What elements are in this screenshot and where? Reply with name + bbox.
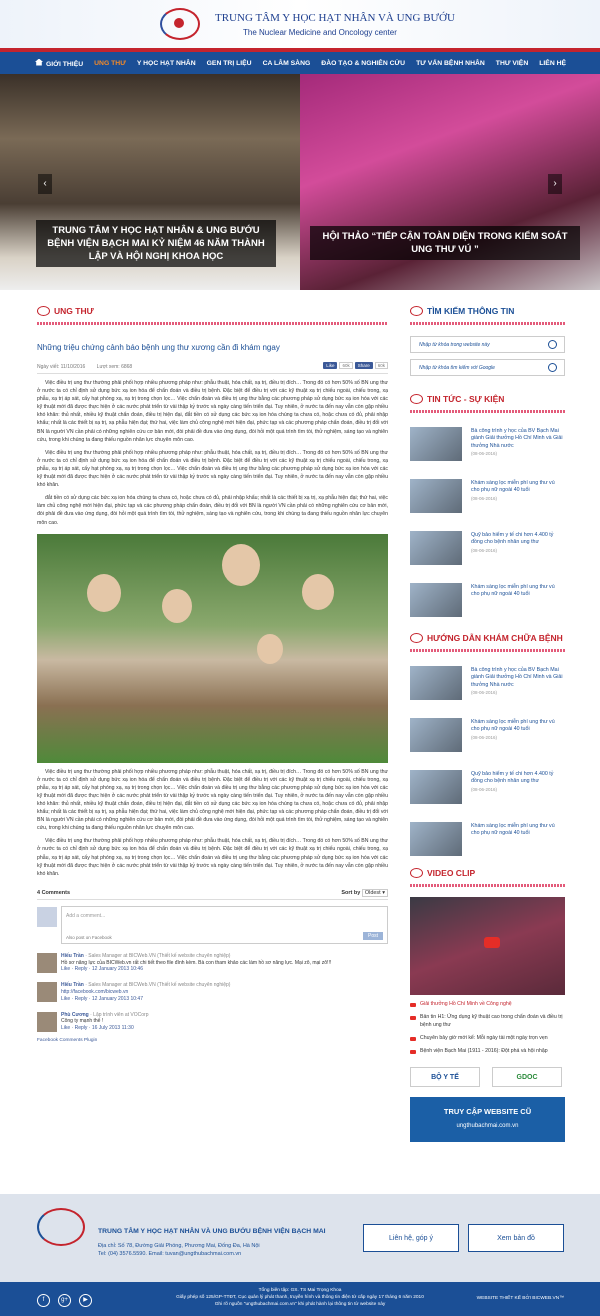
section-logo-icon <box>410 306 423 316</box>
news-thumbnail[interactable] <box>410 531 462 565</box>
nav-ca-lam-sang[interactable]: CA LÂM SÀNG <box>262 59 311 67</box>
main-nav <box>0 52 600 74</box>
avatar <box>37 953 57 973</box>
map-button[interactable] <box>468 1224 564 1252</box>
news-item[interactable] <box>410 531 565 569</box>
video-list <box>410 1001 565 1055</box>
news-thumbnail[interactable] <box>410 479 462 513</box>
guide-list <box>410 666 565 860</box>
like-count: 60k <box>339 362 352 369</box>
search-title: TÌM KIẾM THÔNG TIN <box>427 306 515 316</box>
commenter-name[interactable]: Phù Cương <box>61 1011 89 1018</box>
section-title: UNG THƯ <box>54 306 94 316</box>
news-date: (08-06-2016) <box>471 547 498 553</box>
comments-header <box>37 890 388 900</box>
nav-tu-van[interactable]: TƯ VẤN BỆNH NHÂN <box>416 59 485 67</box>
google-search-input[interactable] <box>410 359 565 376</box>
news-thumbnail[interactable] <box>410 427 462 461</box>
video-link[interactable]: Giải thưởng Hồ Chí Minh về Công nghệ <box>410 1001 565 1008</box>
person-head <box>302 574 334 610</box>
news-header <box>410 392 565 406</box>
contact-button-label: Liên hệ, góp ý <box>389 1234 433 1242</box>
footer-legal <box>170 1287 430 1308</box>
also-post-checkbox[interactable]: Also post on Facebook <box>66 934 112 940</box>
guide-date: (08-06-2016) <box>471 786 498 792</box>
guide-date: (08-06-2016) <box>471 734 498 740</box>
comment-input[interactable] <box>61 906 388 944</box>
guide-title-link[interactable]: Khám sàng lọc miễn phí ung thư vú cho phụ nữ ngoài 40 tuổi <box>471 823 555 837</box>
post-button[interactable]: Post <box>363 932 383 940</box>
partner-logos <box>410 1067 565 1087</box>
footer-logo-icon <box>37 1208 85 1246</box>
section-header <box>37 304 388 318</box>
article-views: Lượt xem: 6868 <box>96 364 133 370</box>
guide-date: (08-06-2016) <box>471 689 498 695</box>
footer-contact-line: Tel: (04) 3576.5590. Email: tuvan@ungthubachmai.com.vn <box>98 1251 242 1257</box>
news-title-link[interactable]: Khám sàng lọc miễn phí ung thư vú cho phụ nữ ngoài 40 tuổi <box>471 480 555 494</box>
site-search-placeholder: Nhập từ khóa trong website này <box>419 342 490 348</box>
section-divider <box>37 322 388 325</box>
fb-plugin-link[interactable]: Facebook Comments Plugin <box>37 1037 98 1043</box>
article-paragraph: Việc điều trị ung thư thường phải phối hợp nhiều phương pháp như: phẫu thuật, hóa chất, xạ trị, điều trị đích… Trong đó có hơn 50% số BN ung thư ở nước ta có chỉ định sử dụng bức xạ ion hóa để chẩn đoán và điều trị bệnh. Đặc biệt để điều trị với các kỹ thuật xạ trị chiếu ngoài, chiếu trong, xạ phẫu, xạ trị áp sát, cấy hạt phóng xạ, xạ trị trong chọn lọc… Việc chẩn đoán và điều trị ung thư bằng các phương pháp sử dụng bức xạ ion hóa với các kỹ thuật mới đã được thực hiện ở các nước phát triển từ vài thập kỷ trước và ngày càng tiến triển đại. Tuy nhiên, ở nước ta đến nay vẫn còn gặp nhiều khó khăn. <box>37 449 388 489</box>
nav-gioi-thieu[interactable]: GIỚI THIỆU <box>35 59 83 68</box>
play-icon[interactable] <box>484 937 500 948</box>
news-date: (08-06-2016) <box>471 495 498 501</box>
search-icon[interactable] <box>548 363 557 372</box>
guide-title-link[interactable]: Quỹ bảo hiểm y tế chi hơn 4.400 tỷ đồng cho bệnh nhân ung thư <box>471 771 554 785</box>
comment-count: 4 Comments <box>37 889 71 896</box>
nav-thu-vien[interactable]: THƯ VIỆN <box>495 59 529 67</box>
footer-address-line: Địa chỉ: Số 78, Đường Giải Phóng, Phương Mai, Đống Đa, Hà Nội <box>98 1243 260 1249</box>
section-divider <box>410 884 565 887</box>
comment-item <box>37 982 388 1002</box>
sort-control <box>341 890 388 896</box>
bo-y-te-logo[interactable]: BỘ Y TẾ <box>410 1067 480 1087</box>
design-credit[interactable]: WEBSITE THIẾT KẾ BỞI BICWEB.VN™ <box>476 1296 564 1301</box>
article-paragraph: Việc điều trị ung thư thường phải phối hợp nhiều phương pháp như: phẫu thuật, hóa chất, xạ trị, điều trị đích… Trong đó có hơn 50% số BN ung thư ở nước ta có chỉ định sử dụng bức xạ ion hóa để chẩn đoán và điều trị bệnh. Đặc biệt để điều trị với các kỹ thuật xạ trị chiếu ngoài, chiếu trong, xạ phẫu, xạ trị áp sát, cấy hạt phóng xạ, xạ trị trong chọn lọc… Việc chẩn đoán và điều trị ung thư bằng các phương pháp sử dụng bức xạ ion hóa với các kỹ thuật mới đã được thực hiện ở các nước phát triển từ vài thập kỷ trước và ngày càng tiến triển đại. Tuy nhiên, ở nước ta đến nay vẫn còn gặp nhiều khó khăn. <box>37 838 388 877</box>
video-title: VIDEO CLIP <box>427 868 476 878</box>
comment-actions[interactable]: Like · Reply · 16 July 2013 11:30 <box>61 1025 134 1032</box>
guide-title: HƯỚNG DẪN KHÁM CHỮA BỆNH <box>427 633 563 643</box>
site-footer <box>0 1194 600 1282</box>
bottom-bar <box>0 1282 600 1316</box>
video-link[interactable]: Bệnh viện Bạch Mai (1911 - 2016): Đột phá và hội nhập <box>410 1048 565 1055</box>
site-title: TRUNG TÂM Y HỌC HẠT NHÂN VÀ UNG BƯỚU <box>215 12 455 24</box>
avatar <box>37 1012 57 1032</box>
comment-item <box>37 953 388 973</box>
news-title: TIN TỨC - SỰ KIỆN <box>427 394 505 404</box>
fb-share-button[interactable]: Share <box>355 362 373 369</box>
nav-y-hoc-hat-nhan[interactable]: Y HỌC HẠT NHÂN <box>136 59 196 67</box>
comment-item <box>37 1012 388 1032</box>
social-buttons <box>323 362 388 369</box>
sort-select[interactable]: Oldest ▾ <box>362 889 388 897</box>
slider-prev-icon[interactable]: ‹ <box>38 174 52 194</box>
news-item[interactable] <box>410 427 565 465</box>
video-player[interactable] <box>410 897 565 995</box>
person-head <box>87 574 121 612</box>
comment-placeholder: Add a comment... <box>66 912 106 919</box>
slide-caption-2[interactable]: HỘI THẢO “TIẾP CẬN TOÀN DIỆN TRONG KIỂM SOÁT UNG THƯ VÚ ” <box>310 226 580 260</box>
facebook-icon[interactable]: f <box>37 1294 50 1307</box>
nav-ung-thu[interactable]: UNG THƯ <box>94 59 126 67</box>
comment-actions[interactable]: Like · Reply · 12 January 2013 10:46 <box>61 966 143 973</box>
guide-title-link[interactable]: Khám sàng lọc miễn phí ung thư vú cho phụ nữ ngoài 40 tuổi <box>471 719 555 733</box>
section-logo-icon <box>410 394 423 404</box>
contact-button[interactable] <box>363 1224 459 1252</box>
news-title-link[interactable]: Khám sàng lọc miễn phí ung thư vú cho phụ nữ ngoài 40 tuổi <box>471 584 555 598</box>
article-column <box>37 304 388 1060</box>
footer-title: TRUNG TÂM Y HỌC HẠT NHÂN VÀ UNG BƯỚU BỆNH VIỆN BẠCH MAI <box>98 1228 326 1235</box>
hero-slider <box>0 74 600 290</box>
old-website-banner[interactable] <box>410 1097 565 1142</box>
site-subtitle: The Nuclear Medicine and Oncology center <box>243 28 397 37</box>
comment-text: Hồ sơ năng lực của BICWeb.vn rất chi tiết theo file đính kèm. Bà con tham khảo các làm hồ sơ năng lực. Mại zô, mại zô!!! <box>61 959 332 966</box>
old-website-url: ungthubachmai.com.vn <box>456 1123 519 1130</box>
guide-item[interactable] <box>410 718 565 756</box>
guide-header <box>410 631 565 645</box>
section-logo-icon <box>37 306 50 316</box>
guide-item[interactable] <box>410 770 565 808</box>
video-header <box>410 866 565 880</box>
section-divider <box>410 410 565 413</box>
news-item[interactable] <box>410 479 565 517</box>
person-head <box>257 634 283 664</box>
guide-item[interactable] <box>410 822 565 860</box>
guide-thumbnail[interactable] <box>410 770 462 804</box>
gdoc-logo[interactable]: GDOC <box>492 1067 562 1087</box>
avatar <box>37 982 57 1002</box>
news-date: (08-06-2016) <box>471 450 498 456</box>
commenter-role: · Sales Manager at BICWeb.VN (Thiết kế website chuyên nghiệp) <box>85 982 231 989</box>
slider-next-icon[interactable]: › <box>548 174 562 194</box>
comment-text: Công ty mạnh thế ! <box>61 1018 104 1025</box>
avatar <box>37 907 57 927</box>
sidebar <box>410 304 565 1142</box>
person-head <box>222 544 260 586</box>
commenter-role: · Lập trình viên at VOCorp <box>90 1011 149 1018</box>
home-icon <box>35 59 43 66</box>
google-plus-icon[interactable]: g+ <box>58 1294 71 1307</box>
news-title-link[interactable]: Bà công trình y học của BV Bạch Mai giành Giải thưởng Hồ Chí Minh và Giải thưởng Nhà nước <box>471 428 563 449</box>
footer-address <box>98 1242 260 1258</box>
article-date: Ngày viết: 11/10/2016 <box>37 364 86 370</box>
section-divider <box>410 322 565 325</box>
article-title: Những triệu chứng cảnh báo bệnh ung thư xương cần đi khám ngay <box>37 343 280 352</box>
facebook-comments <box>37 890 388 1060</box>
guide-thumbnail[interactable] <box>410 666 462 700</box>
section-logo-icon <box>410 868 423 878</box>
nav-dao-tao[interactable]: ĐÀO TẠO & NGHIÊN CỨU <box>321 59 406 67</box>
news-item[interactable] <box>410 583 565 621</box>
nav-lien-he[interactable]: LIÊN HỆ <box>539 59 567 67</box>
article-paragraph: đắt tiền có sử dụng các bức xạ ion hóa chúng ta chưa có, hoặc chưa có đủ, phải nhập khẩu; nhất là các thiết bị xạ trị, xạ phẫu hiện đại; thứ hai, việc làm chủ công nghệ mới hiện đại, phức tạp và các phương pháp chẩn đoán, điều trị đối với BN là người VN cần phải có những nghiên cứu cơ bản mới, đòi phải đề đưa vào ứng dụng, đòi hỏi một quá trình tìm tòi, thử nghiệm, sáng tạo và nghiên cứu, trong khi chúng ta đang thiếu nguồn nhân lực chuyên môn cao. <box>37 495 388 526</box>
guide-item[interactable] <box>410 666 565 704</box>
family-photo <box>37 534 388 763</box>
commenter-name[interactable]: Hiếu Trần <box>61 952 84 959</box>
news-thumbnail[interactable] <box>410 583 462 617</box>
hospital-logo-icon[interactable] <box>160 8 200 40</box>
comment-link[interactable]: http://facebook.com/bicweb.vn <box>61 989 129 995</box>
sort-label: Sort by <box>341 889 361 896</box>
site-header <box>0 0 600 48</box>
share-count: 60k <box>375 362 388 369</box>
person-head <box>162 589 192 623</box>
google-search-placeholder: Nhập từ khóa tìm kiếm với Google <box>419 365 495 371</box>
commenter-role: · Sales Manager at BICWeb.VN (Thiết kế website chuyên nghiệp) <box>85 952 231 959</box>
section-logo-icon <box>410 633 423 643</box>
site-search-input[interactable] <box>410 336 565 353</box>
map-button-label: Xem bản đồ <box>497 1234 535 1242</box>
source-note: Ghi rõ nguồn "ungthubachmai.com.vn" khi phát hành lại thông tin từ website này <box>214 1302 386 1307</box>
article-meta <box>37 364 388 374</box>
guide-title-link[interactable]: Bà công trình y học của BV Bạch Mai giành Giải thưởng Hồ Chí Minh và Giải thưởng Nhà nước <box>471 667 563 688</box>
video-link[interactable]: Chuyên bảy giờ mới kể: Mỗi ngày tài một ngày trọn vẹn <box>410 1035 565 1042</box>
old-website-title: TRUY CẬP WEBSITE CŨ <box>443 1107 532 1117</box>
guide-thumbnail[interactable] <box>410 718 462 752</box>
slide-caption-1[interactable]: TRUNG TÂM Y HỌC HẠT NHÂN & UNG BƯỚU BỆNH VIỆN BẠCH MAI KỶ NIỆM 46 NĂM THÀNH LẬP VÀ HỘI NGHỊ KHOA HỌC <box>36 220 276 267</box>
fb-like-button[interactable]: Like <box>323 362 337 369</box>
editor-line: Tổng biên tập: GS. TS Mai Trọng Khoa <box>258 1288 342 1293</box>
commenter-name[interactable]: Hiếu Trần <box>61 982 84 989</box>
search-icon[interactable] <box>548 340 557 349</box>
video-link[interactable]: Bản tin H1: Ứng dụng kỹ thuật cao trong chẩn đoán và điều trị bệnh ung thư <box>410 1014 565 1029</box>
search-header <box>410 304 565 318</box>
nav-gen-tri-lieu[interactable]: GEN TRỊ LIỆU <box>206 59 252 67</box>
news-title-link[interactable]: Quỹ bảo hiểm y tế chi hơn 4.400 tỷ đồng cho bệnh nhân ung thư <box>471 532 554 546</box>
guide-thumbnail[interactable] <box>410 822 462 856</box>
article-paragraph: Việc điều trị ung thư thường phải phối hợp nhiều phương pháp như: phẫu thuật, hóa chất, xạ trị, điều trị đích… Trong đó có hơn 50% số BN ung thư ở nước ta có chỉ định sử dụng bức xạ ion hóa để chẩn đoán và điều trị bệnh. Đặc biệt để điều trị với các kỹ thuật xạ trị chiếu ngoài, chiếu trong, xạ phẫu, xạ trị áp sát, cấy hạt phóng xạ, xạ trị trong chọn lọc… Việc chẩn đoán và điều trị ung thư bằng các phương pháp sử dụng bức xạ ion hóa với các kỹ thuật mới đã được thực hiện ở các nước phát triển từ vài thập kỷ trước và ngày càng tiến triển đại. Tuy nhiên, ở nước ta đến nay vẫn còn gặp nhiều khó khăn: thủ nhất, nhiều kỹ thuật chẩn đoán, điều trị hiện đại, đắt tiền có sử dụng các bức xạ ion hóa chúng ta chưa có, hoặc chưa có đủ, phải nhập khẩu; nhất là các thiết bị xạ trị, xạ phẫu hiện đại; thứ hai, việc làm chủ công nghệ mới hiện đại, phức tạp và các phương pháp chẩn đoán, điều trị đối với BN là người VN cần phải có những nghiên cứu cơ bản mới, đòi phải đề đưa vào ứng dụng, đòi hỏi một quá trình tìm tòi, thử nghiệm, sáng tạo và nghiên cứu, trong khi chúng ta đang thiếu nguồn nhân lực chuyên môn cao. <box>37 768 388 832</box>
news-list <box>410 427 565 621</box>
article-paragraph: Việc điều trị ung thư thường phải phối hợp nhiều phương pháp như: phẫu thuật, hóa chất, xạ trị, điều trị đích… Trong đó có hơn 50% số BN ung thư ở nước ta có chỉ định sử dụng bức xạ ion hóa để chẩn đoán và điều trị bệnh. Đặc biệt để điều trị với các kỹ thuật xạ trị chiếu ngoài, chiếu trong, xạ phẫu, xạ trị áp sát, cấy hạt phóng xạ, xạ trị trong chọn lọc… Việc chẩn đoán và điều trị ung thư bằng các phương pháp sử dụng bức xạ ion hóa với các kỹ thuật mới đã được thực hiện ở các nước phát triển từ vài thập kỷ trước và ngày càng tiến triển đại. Tuy nhiên, ở nước ta đến nay vẫn còn gặp nhiều khó khăn: thủ nhất, nhiều kỹ thuật chẩn đoán, điều trị hiện đại, đắt tiền có sử dụng các bức xạ ion hóa chúng ta chưa có, hoặc chưa có đủ, phải nhập khẩu; nhất là các thiết bị xạ trị, xạ phẫu hiện đại; thứ hai, việc làm chủ công nghệ mới hiện đại, phức tạp và các phương pháp chẩn đoán, điều trị đối với BN là người VN cần phải có những nghiên cứu cơ bản mới, đòi phải đề đưa vào ứng dụng, đòi hỏi một quá trình tìm tòi, thử nghiệm, sáng tạo và nghiên cứu, trong khi chúng ta đang thiếu nguồn nhân lực chuyên môn cao. <box>37 380 388 443</box>
section-divider <box>410 649 565 652</box>
comment-actions[interactable]: Like · Reply · 12 January 2013 10:47 <box>61 995 143 1002</box>
youtube-icon[interactable]: ▶ <box>79 1294 92 1307</box>
license-line: Giấy phép số 125/GP-TTĐT, Cục quản lý phát thanh, truyền hình và thông tin điện tử cấp ngày 17 tháng 6 năm 2010 <box>176 1295 424 1300</box>
